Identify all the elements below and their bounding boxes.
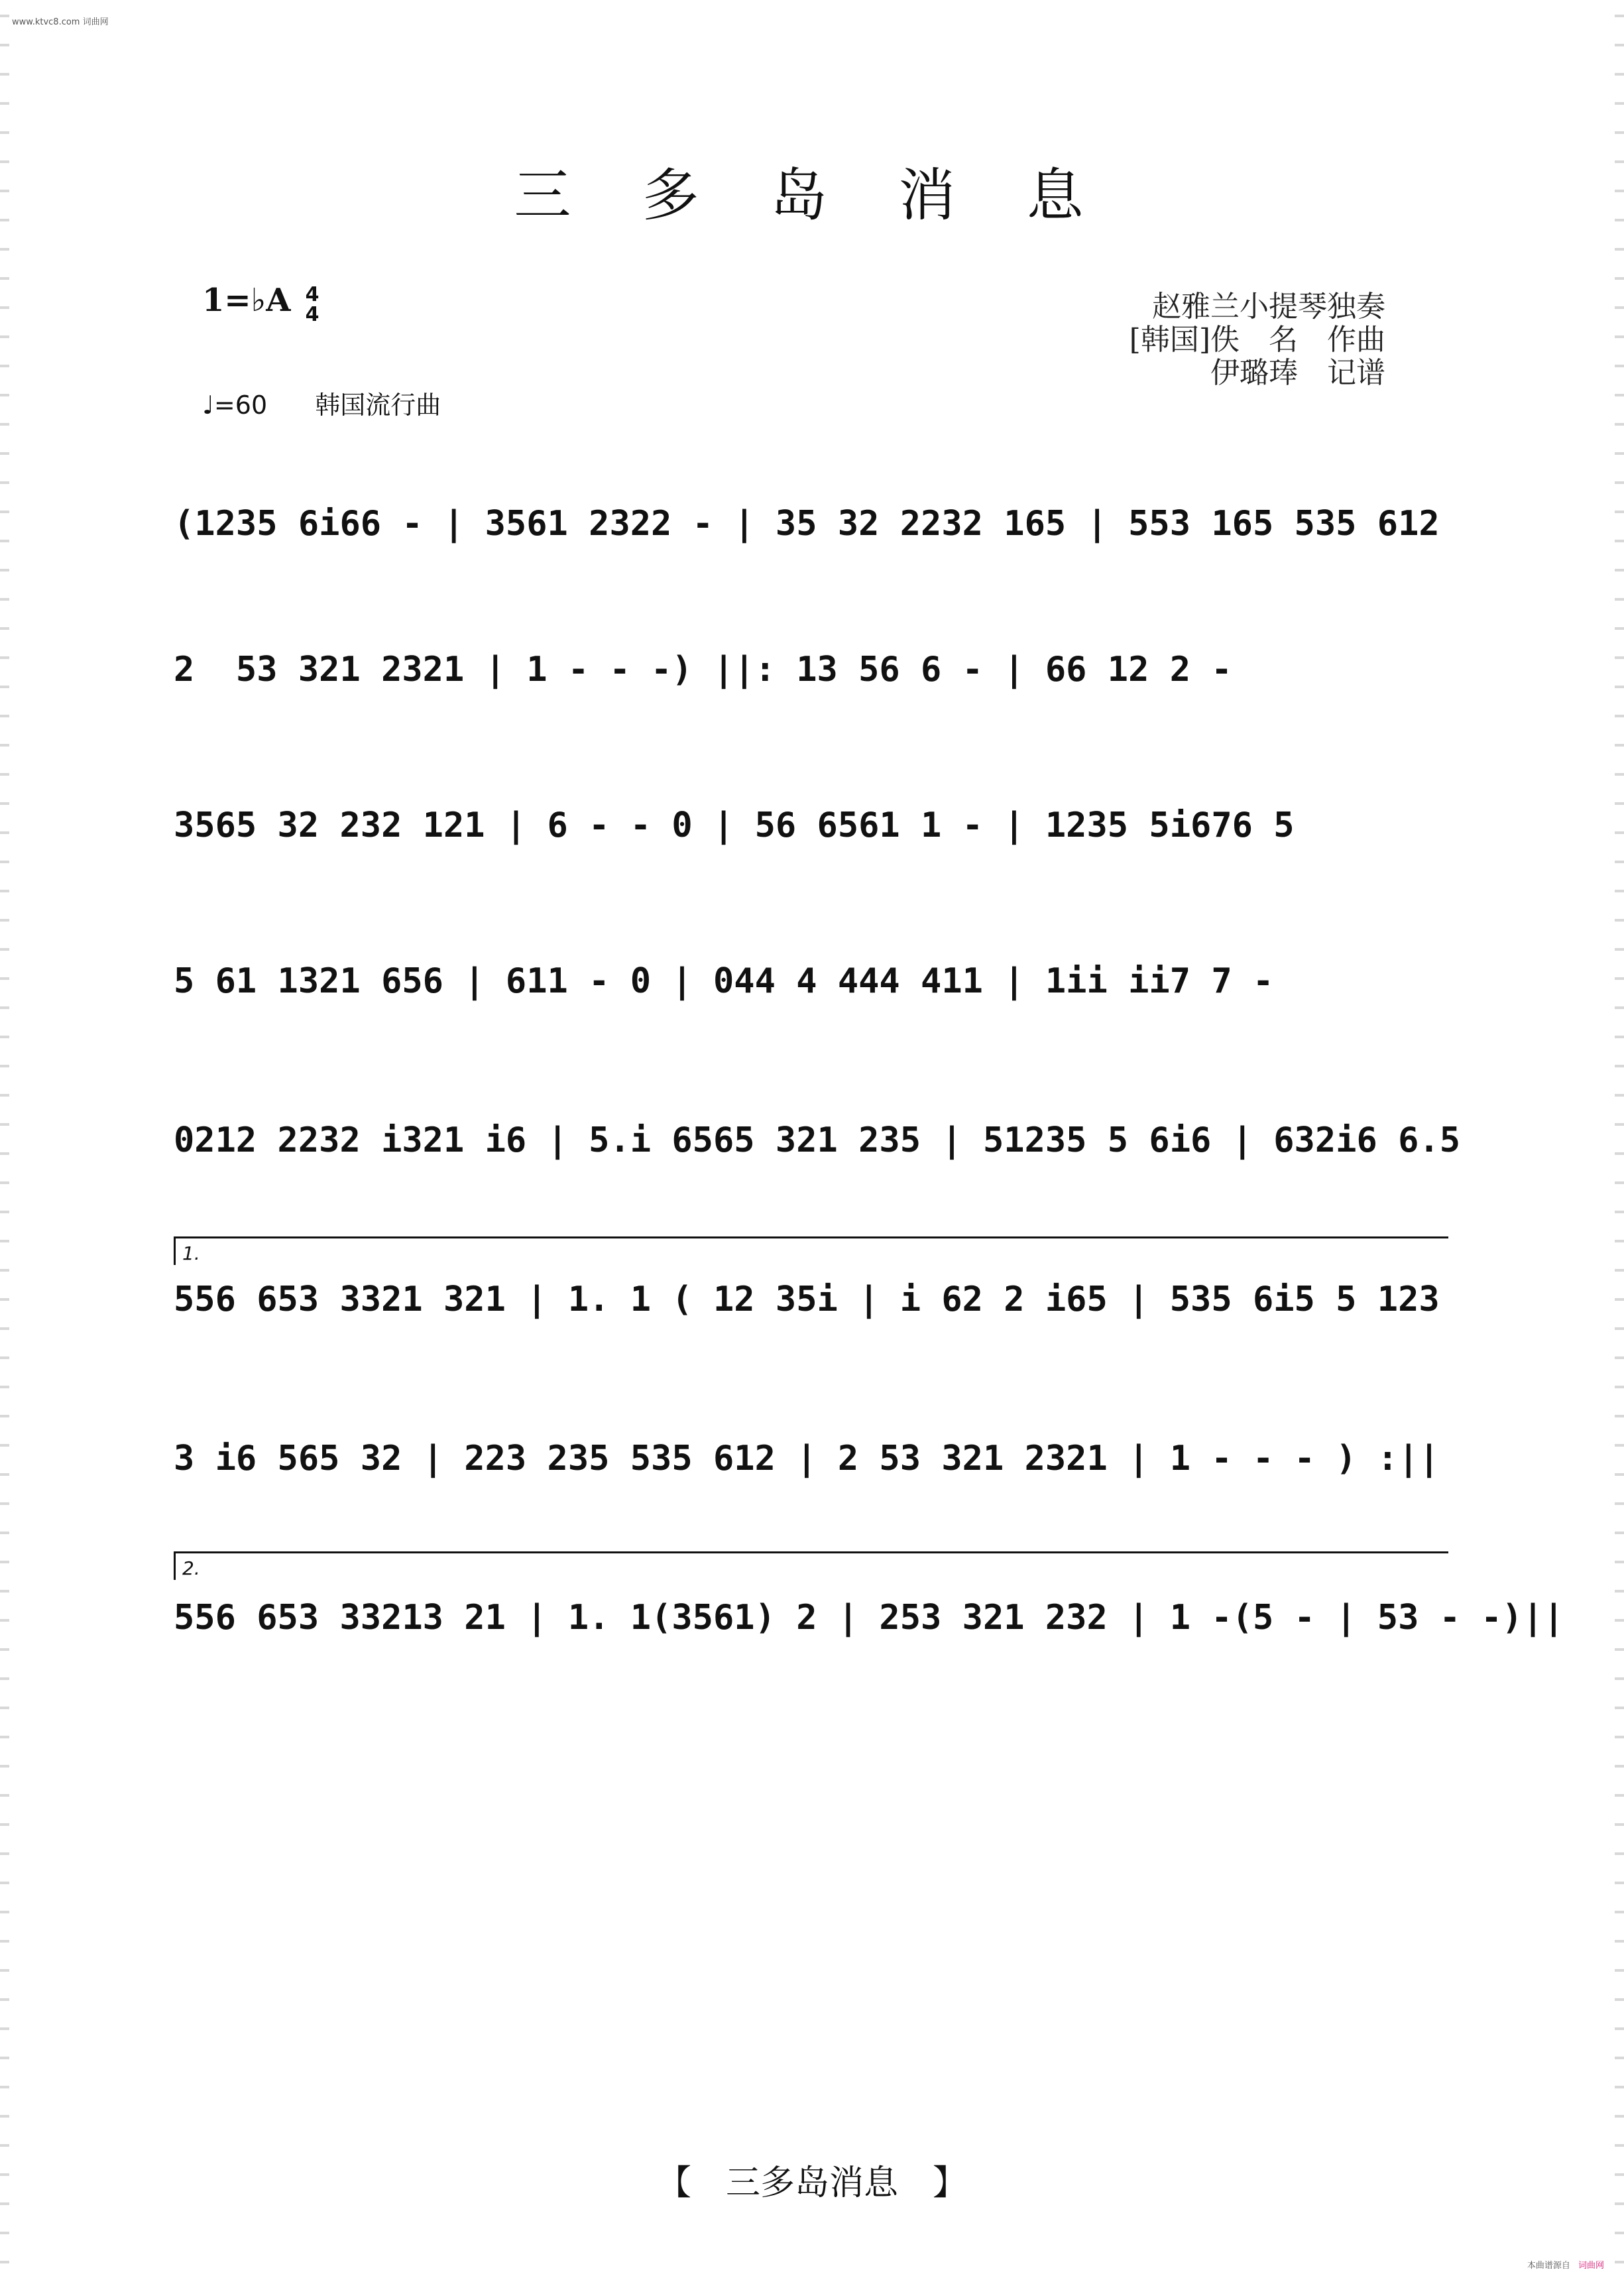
footer-note: 本曲谱源自 — [1527, 2261, 1570, 2271]
first-ending-label: 1. — [182, 1242, 200, 1264]
credit-transcriber: 伊璐琫 记谱 — [1210, 356, 1385, 390]
score-row-8: 556 653 33213 21 | 1. 1(3561) 2 | 253 321 232 | 1 -(5 - | 53 - -)|| — [174, 1598, 1564, 1638]
site-header: www.ktvc8.com 词曲网 — [12, 17, 109, 27]
right-border — [1615, 0, 1624, 2284]
credits — [1074, 290, 1385, 390]
credit-performer: 赵雅兰小提琴独奏 — [1152, 290, 1385, 324]
second-ending-label: 2. — [182, 1557, 200, 1579]
time-signature-top: 4 — [305, 283, 319, 306]
tempo-marking — [202, 385, 441, 421]
key-signature: 1=♭A — [202, 282, 291, 319]
genre-label: 韩国流行曲 — [315, 391, 441, 420]
first-ending-bracket — [174, 1236, 1448, 1265]
score-row-4: 5 61 1321 656 | 611 - 0 | 044 4 444 411 | 1ii ii7 7 - — [174, 961, 1274, 1001]
left-border — [0, 0, 9, 2284]
score-row-7: 3 i6 565 32 | 223 235 535 612 | 2 53 321 2321 | 1 - - - ) :|| — [174, 1439, 1440, 1478]
tempo-value: ♩=60 — [202, 391, 268, 420]
score-row-2: 2 53 321 2321 | 1 - - -) ||: 13 56 6 - | 66 12 2 - — [174, 650, 1232, 690]
score-row-1: (1235 6i66 - | 3561 2322 - | 35 32 2232 165 | 553 165 535 612 — [174, 504, 1440, 544]
score-row-3: 3565 32 232 121 | 6 - - 0 | 56 6561 1 - | 1235 5i676 5 — [174, 806, 1295, 845]
footer-source — [1527, 2258, 1604, 2271]
page-title: 三 多 岛 消 息 — [514, 162, 1110, 229]
second-ending-bracket — [174, 1551, 1448, 1580]
footer-title: 【 三多岛消息 】 — [656, 2163, 967, 2203]
time-signature — [302, 285, 322, 325]
score-row-6: 556 653 3321 321 | 1. 1 ( 12 35i | i 62 2 i65 | 535 6i5 5 123 — [174, 1280, 1440, 1319]
time-signature-bottom: 4 — [305, 303, 319, 326]
credit-composer: [韩国]佚 名 作曲 — [1129, 323, 1385, 357]
footer-brand[interactable]: 词曲网 — [1578, 2261, 1604, 2271]
score-row-5: 0212 2232 i321 i6 | 5.i 6565 321 235 | 51235 5 6i6 | 632i6 6.5 — [174, 1120, 1461, 1160]
